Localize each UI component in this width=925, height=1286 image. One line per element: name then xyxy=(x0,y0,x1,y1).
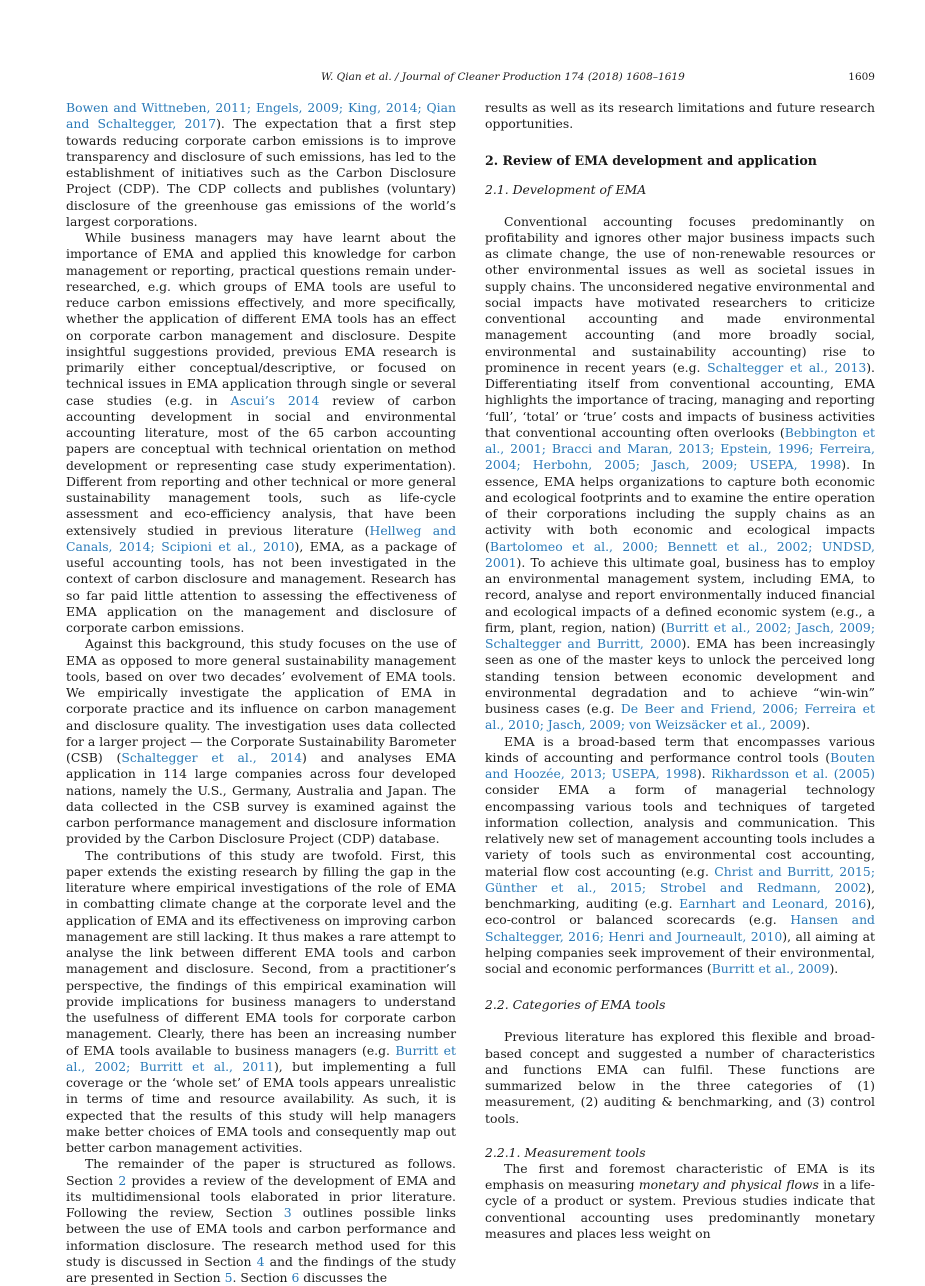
text-run: ). Differentiating itself from conventional accounting, EMA highlights the importance of tracing, managing and reporting ‘full’, ‘total’ or ‘true’ costs and impacts of business activities that conventional accounting often overlooks ( xyxy=(485,359,875,440)
paragraph xyxy=(66,1156,456,1286)
citation-link[interactable]: Burritt et al., 2009 xyxy=(711,961,830,976)
citation-link[interactable]: Earnhart and Leonard, 2016 xyxy=(679,896,867,911)
citation-link[interactable]: Burritt et al., 2002; Jasch, 2009; Schaltegger and Burritt, 2000 xyxy=(485,619,875,651)
text-run: ), eco-control or balanced scorecards (e.g. xyxy=(485,896,876,928)
emphasis-text: monetary and physical flows xyxy=(638,1177,819,1192)
text-run: While business managers may have learnt about the importance of EMA and applied this knowledge for carbon management or reporting, practical questions remain under-researched, e.g. which groups of EMA tools are useful to reduce carbon emissions effectively, and more specifically, whether the application of different EMA tools has an effect on corporate carbon management and disclosure. Despite insightful suggestions provided, previous EMA research is primarily either conceptual/descriptive, or focused on technical issues in EMA application through single or several case studies (e.g. in xyxy=(66,230,456,408)
citation-link[interactable]: 3 xyxy=(283,1205,292,1220)
text-run: ), EMA, as a package of useful accounting tools, has not been investigated in the context of carbon disclosure and management. Research has so far paid little attention to assessing the effectiveness of EMA application on the management and disclosure of corporate carbon emissions. xyxy=(66,538,456,635)
text-run: in a life-cycle of a product or system. Previous studies indicate that conventional accounting uses predominantly monetary measures and places less weight on xyxy=(485,1177,875,1241)
citation-link[interactable]: Schaltegger et al., 2013 xyxy=(707,359,867,375)
paragraph xyxy=(66,100,456,230)
text-run: ) and analyses EMA application in 114 large companies across four developed nations, namely the U.S., Germany, Australia and Japan. The data collected in the CSB survey is examined against the carbon performance management and disclosure information provided by the Carbon Disclosure Project (CDP) database. xyxy=(66,750,456,847)
running-title: W. Qian et al. / Journal of Cleaner Production 174 (2018) 1608–1619 xyxy=(321,71,685,83)
text-run: ). xyxy=(801,717,811,733)
citation-link[interactable]: Burritt et al., 2002; Burritt et al., 2011 xyxy=(66,1042,456,1074)
citation-link[interactable]: Bebbington et al., 2001; Bracci and Maran, 2013; Epstein, 1996; Ferreira, 2004; Herbohn, 2005; Jasch, 2009; USEPA, 1998 xyxy=(485,424,875,473)
citation-link[interactable]: 4 xyxy=(256,1253,265,1269)
text-run: Conventional accounting focuses predominantly on profitability and ignores other major business impacts such as climate change, the use of non-renewable resources or other environmental issues as well as societal issues in supply chains. The unconsidered negative environmental and social impacts have motivated researchers to criticize conventional accounting and made environmental management accounting (and more broadly social, environmental and sustainability accounting) rise to prominence in recent years (e.g. xyxy=(485,213,875,375)
subsubsection-heading: 2.2.1. Measurement tools xyxy=(485,1144,646,1160)
citation-link[interactable]: Schaltegger et al., 2014 xyxy=(121,750,303,765)
text-run: The contributions of this study are twofold. First, this paper extends the existing research by filling the gap in the literature where empirical investigations of the role of EMA in combatting climate change at the corporate level and the application of EMA and its effectiveness on improving carbon management are still lacking. It thus makes a rare attempt to analyse the link between different EMA tools and carbon management and disclosure. Second, from a practitioner’s perspective, the findings of this empirical examination will provide implications for business managers to understand the usefulness of different EMA tools for corporate carbon management. Clearly, there has been an increasing number of EMA tools available to business managers (e.g. xyxy=(66,847,456,1058)
paragraph xyxy=(485,100,875,133)
text-run: discusses the xyxy=(299,1270,388,1285)
text-run: ). The expectation that a first step towards reducing corporate carbon emissions is to improve transparency and disclosure of such emissions, has led to the establishment of initiatives such as the Carbon Disclosure Project (CDP). The CDP collects and publishes (voluntary) disclosure of the greenhouse gas emissions of the world’s largest corporations. xyxy=(66,116,456,229)
section-heading: 2. Review of EMA development and application xyxy=(485,152,817,168)
text-run: The first and foremost characteristic of EMA is its emphasis on measuring xyxy=(485,1160,875,1192)
citation-link[interactable]: Hansen and Schaltegger, 2016; Henri and Journeault, 2010 xyxy=(485,912,875,944)
citation-link[interactable]: Bartolomeo et al., 2000; Bennett et al., 2002; UNDSD, 2001 xyxy=(485,538,875,570)
citation-link[interactable]: Christ and Burritt, 2015; Günther et al., 2015; Strobel and Redmann, 2002 xyxy=(485,863,875,895)
text-run: ), all aiming at helping companies seek improvement of their environmental, social and economic performances ( xyxy=(485,928,875,976)
text-run: Against this background, this study focuses on the use of EMA as opposed to more general sustainability management tools, based on over two decades’ evolvement of EMA tools. We empirically investigate the application of EMA in corporate practice and its influence on carbon management and disclosure quality. The investigation uses data collected for a larger project — the Corporate Sustainability Barometer (CSB) ( xyxy=(66,636,456,765)
running-header xyxy=(66,71,875,87)
text-run: The remainder of the paper is structured as follows. Section xyxy=(66,1156,456,1188)
text-run: ). xyxy=(696,766,712,781)
paragraph xyxy=(485,214,875,734)
citation-link[interactable]: Rikhardsson et al. (2005) xyxy=(711,766,875,781)
text-run: Previous literature has explored this flexible and broad-based concept and suggested a number of characteristics and functions EMA can fulfil. These functions are summarized below in the three categories of (1) measurement, (2) auditing & benchmarking, and (3) control tools. xyxy=(485,1029,875,1126)
citation-link[interactable]: 5 xyxy=(224,1270,233,1285)
text-run: ). xyxy=(829,961,839,976)
paragraph xyxy=(485,734,875,978)
paragraph xyxy=(66,636,456,847)
page-number: 1609 xyxy=(848,71,875,83)
text-run: ). EMA has been increasingly seen as one of the master keys to unlock the perceived long standing tension between economic development and environmental degradation and to achieve “win-win” business cases (e.g. xyxy=(485,636,875,716)
text-run: ), but implementing a full coverage or the ‘whole set’ of EMA tools appears unrealistic in terms of time and resource availability. As such, it is expected that the results of this study will help managers make better choices of EMA tools and consequently map out better carbon management activities. xyxy=(66,1058,456,1155)
text-run: ). To achieve this ultimate goal, business has to employ an environmental management system, including EMA, to record, analyse and report environmentally induced financial and ecological impacts of a defined economic system (e.g., a firm, plant, region, nation) ( xyxy=(485,554,875,635)
text-run: EMA is a broad-based term that encompasses various kinds of accounting and performance control tools ( xyxy=(485,733,875,765)
text-run: consider EMA a form of managerial technology encompassing various tools and techniques of targeted information collection, analysis and communication. This relatively new set of management accounting tools includes a variety of tools such as environmental cost accounting, material flow cost accounting (e.g. xyxy=(485,782,875,879)
citation-link[interactable]: 2 xyxy=(118,1172,127,1188)
citation-link[interactable]: 6 xyxy=(291,1270,300,1285)
citation-link[interactable]: Ascui’s 2014 xyxy=(230,392,320,408)
left-column xyxy=(66,100,456,1286)
citation-link[interactable]: Bowen and Wittneben, 2011; Engels, 2009; King, 2014; Qian and Schaltegger, 2017 xyxy=(66,100,456,132)
citation-link[interactable]: Hellweg and Canals, 2014; Scipioni et al., 2010 xyxy=(66,522,457,554)
paragraph xyxy=(485,1029,875,1127)
text-run: ). In essence, EMA helps organizations to capture both economic and ecological footprints and to examine the entire operation of their corporations including the supply chains as an activity with both economic and ecological impacts ( xyxy=(485,457,875,554)
citation-link[interactable]: De Beer and Friend, 2006; Ferreira et al., 2010; Jasch, 2009; von Weizsäcker et al., 2009 xyxy=(485,701,875,733)
paragraph xyxy=(66,230,456,636)
text-run: ), benchmarking, auditing (e.g. xyxy=(485,879,875,911)
paragraph xyxy=(66,848,456,1157)
citation-link[interactable]: Bouten and Hoozée, 2013; USEPA, 1998 xyxy=(485,749,875,781)
text-run: and the findings of the study are presented in Section xyxy=(66,1253,456,1285)
text-run: provides a review of the development of EMA and its multidimensional tools elaborated in prior literature. Following the review, Section xyxy=(66,1172,456,1220)
subsection-heading: 2.2. Categories of EMA tools xyxy=(485,997,666,1013)
text-run: . Section xyxy=(232,1270,292,1285)
text-run: results as well as its research limitations and future research opportunities. xyxy=(485,100,875,132)
paragraph xyxy=(485,1161,875,1242)
text-run: review of carbon accounting development in social and environmental accounting literature, most of the 65 carbon accounting papers are conceptual with technical orientation on method development or representing case study experimentation). Different from reporting and other technical or more general sustainability management tools, such as life-cycle assessment and eco-efficiency analysis, that have been extensively studied in previous literature ( xyxy=(66,392,456,538)
right-column xyxy=(485,100,875,1242)
subsection-heading: 2.1. Development of EMA xyxy=(485,181,647,197)
text-run: outlines possible links between the use of EMA tools and carbon performance and information disclosure. The research method used for this study is discussed in Section xyxy=(66,1205,457,1269)
